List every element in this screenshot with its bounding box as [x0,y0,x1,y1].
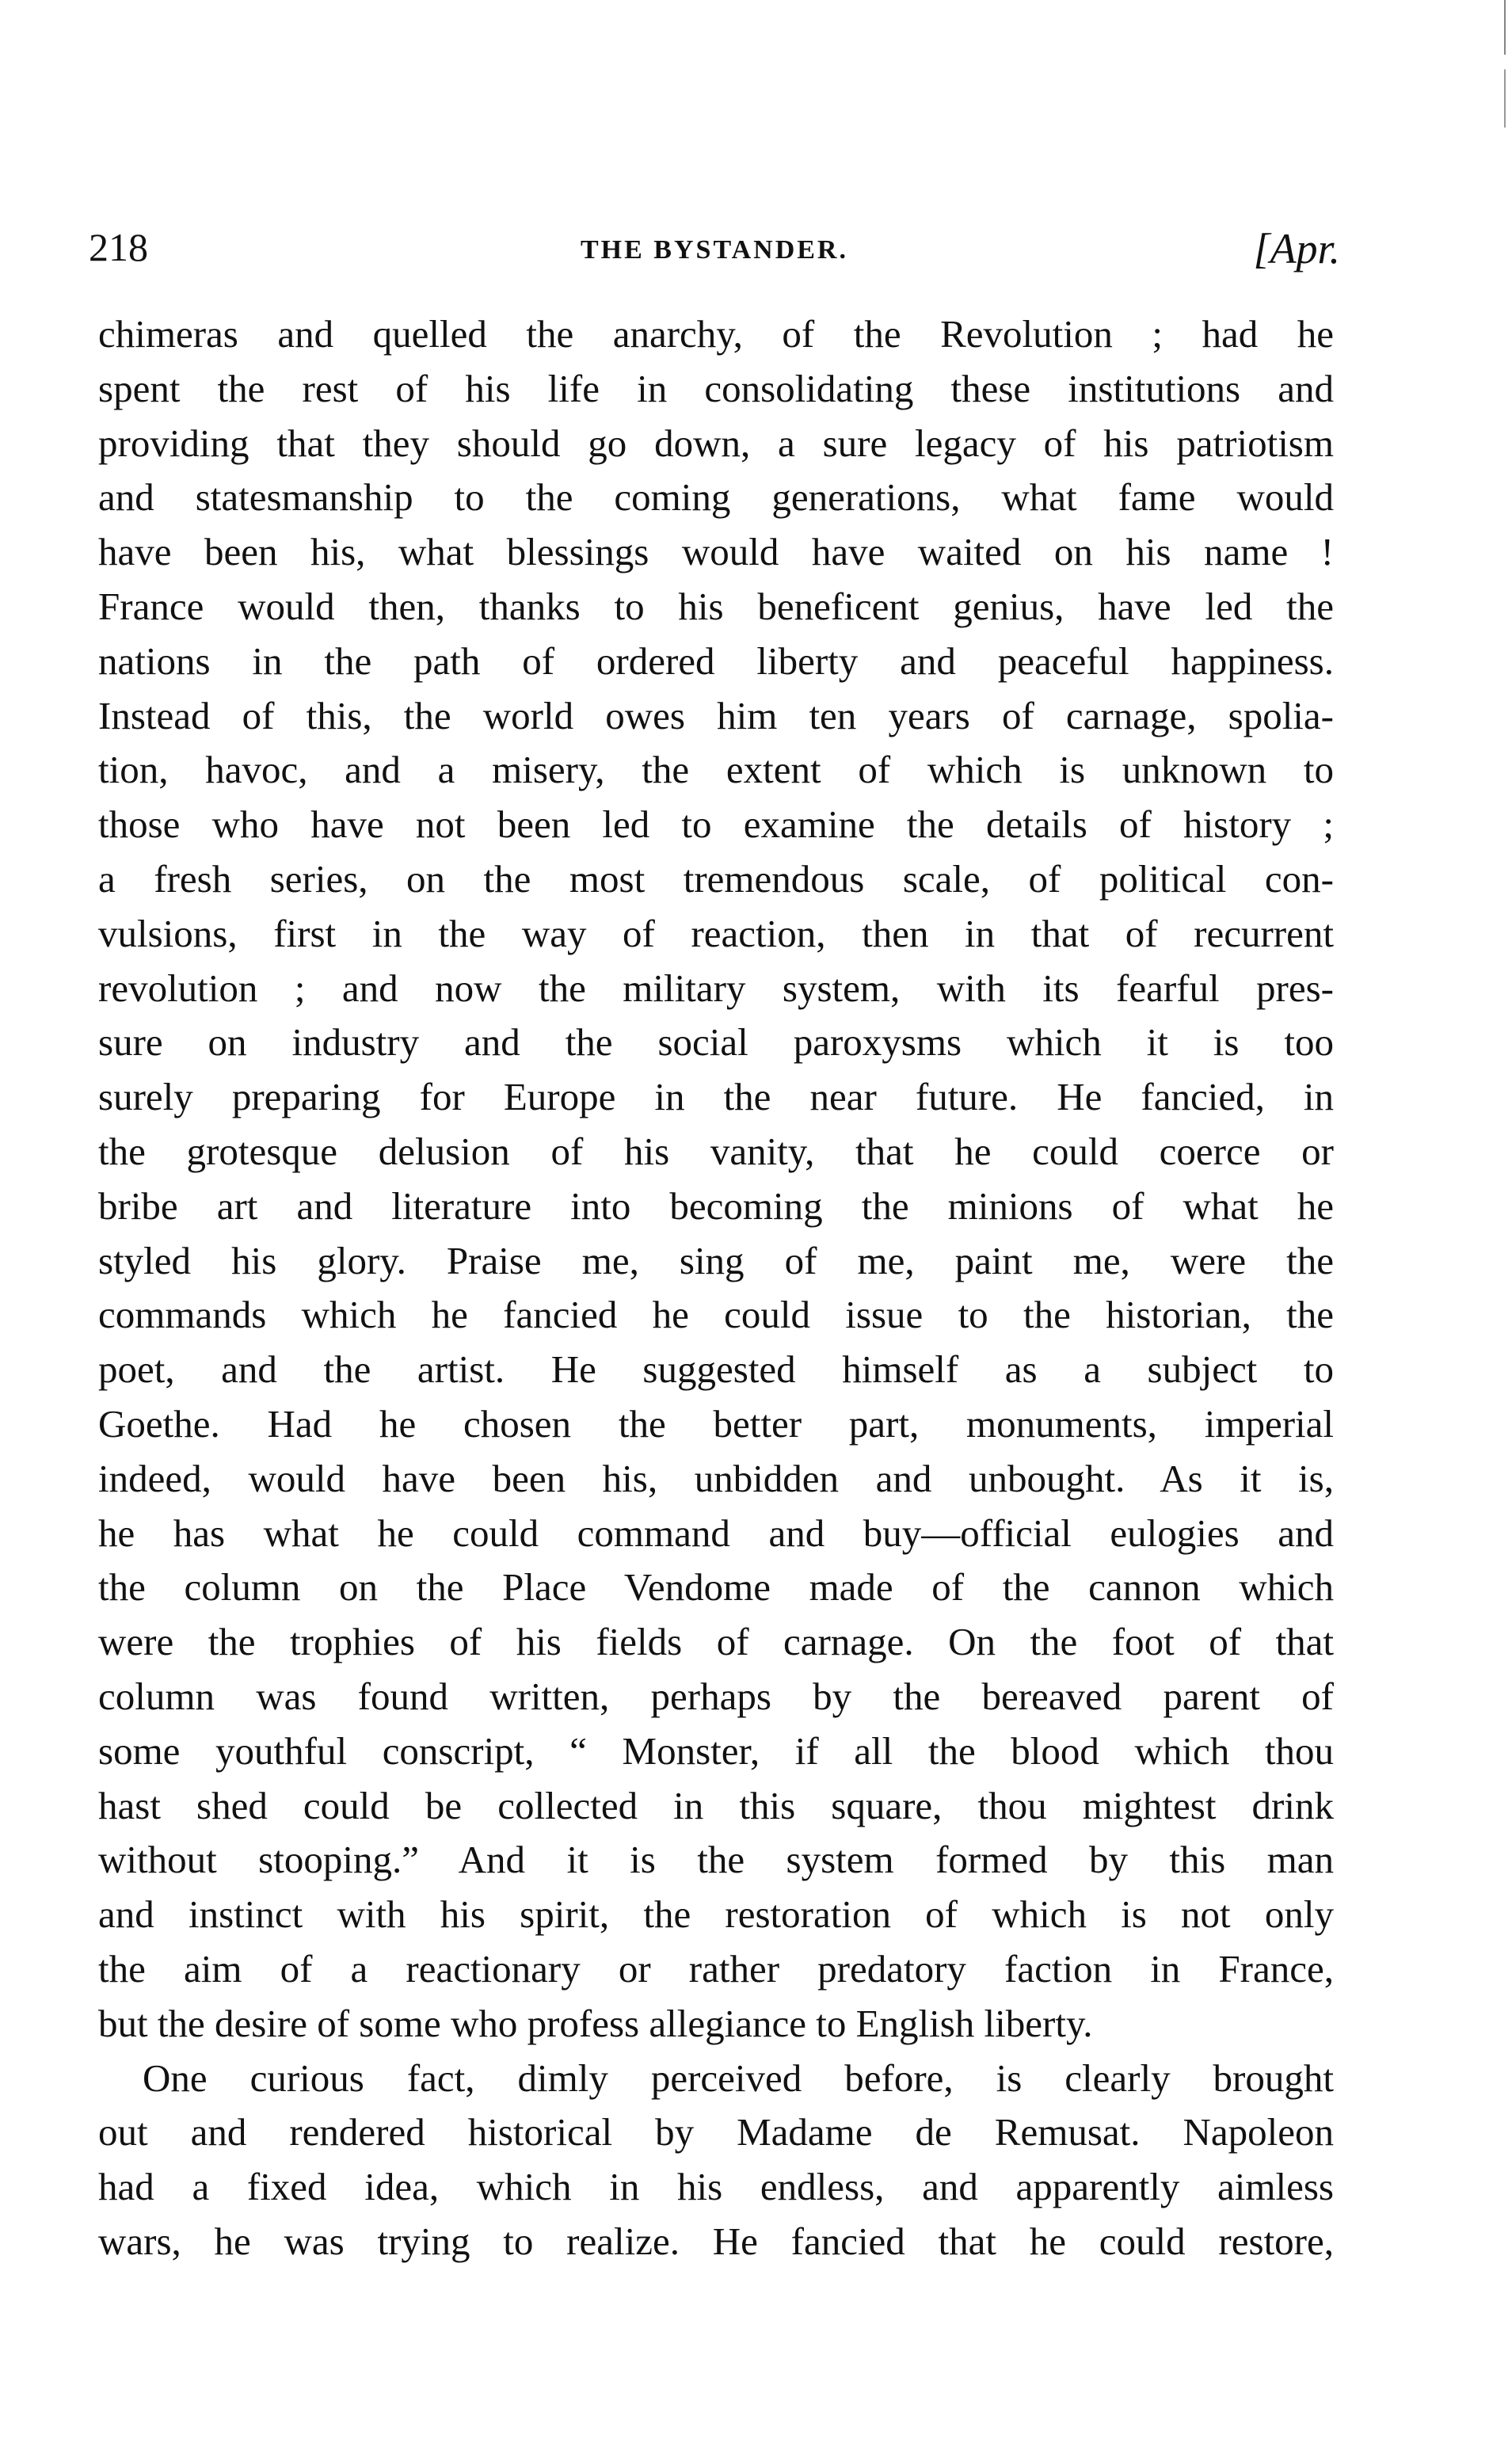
paragraph-start-line: One curious fact, dimly perceived before, is clearly brought [143,2055,1334,2100]
text-line: some youthful conscript, “ Monster, if all the blood which thou [98,1728,1334,1773]
text-line: spent the rest of his life in consolidating these institutions and [98,366,1334,410]
text-line: France would then, thanks to his beneficent genius, have led the [98,584,1334,628]
text-line: bribe art and literature into becoming the minions of what he [98,1183,1334,1228]
text-line: have been his, what blessings would have waited on his name ! [98,530,1334,574]
text-line: tion, havoc, and a misery, the extent of which is unknown to [98,748,1334,792]
text-line: chimeras and quelled the anarchy, of the Revolution ; had he [98,312,1334,356]
text-line: styled his glory. Praise me, sing of me, paint me, were the [98,1238,1334,1282]
text-line: sure on industry and the social paroxysms which it is too [98,1020,1334,1065]
running-title: THE BYSTANDER. [581,235,848,265]
text-line: column was found written, perhaps by the bereaved parent of [98,1674,1334,1718]
text-line: were the trophies of his fields of carnage. On the foot of that [98,1620,1334,1664]
text-line: Instead of this, the world owes him ten years of carnage, spolia- [98,693,1334,737]
text-line: had a fixed idea, which in his endless, and apparently aimless [98,2165,1334,2209]
text-line: the aim of a reactionary or rather predatory faction in France, [98,1946,1334,1991]
text-line: the grotesque delusion of his vanity, that he could coerce or [98,1129,1334,1173]
text-line: he has what he could command and buy—official eulogies and [98,1511,1334,1555]
text-line: revolution ; and now the military system, with its fearful pres- [98,966,1334,1010]
text-line: Goethe. Had he chosen the better part, monuments, imperial [98,1401,1334,1446]
text-line: providing that they should go down, a sure legacy of his patriotism [98,421,1334,465]
text-line: indeed, would have been his, unbidden and unbought. As it is, [98,1456,1334,1500]
text-line: surely preparing for Europe in the near future. He fancied, in [98,1075,1334,1119]
text-line: out and rendered historical by Madame de Remusat. Napoleon [98,2110,1334,2155]
text-line: without stooping.” And it is the system formed by this man [98,1838,1334,1882]
text-line: the column on the Place Vendome made of the cannon which [98,1565,1334,1610]
text-line: nations in the path of ordered liberty and peaceful happiness. [98,638,1334,683]
text-line: hast shed could be collected in this square, thou mightest drink [98,1783,1334,1827]
page-edge-mark [1504,0,1506,182]
text-line: commands which he fancied he could issue to the historian, the [98,1293,1334,1337]
text-line: and statesmanship to the coming generations, what fame would [98,475,1334,520]
text-line: vulsions, first in the way of reaction, then in that of recurrent [98,911,1334,955]
text-line: those who have not been led to examine the details of history ; [98,802,1334,847]
body-text [98,307,1334,2269]
text-line: and instinct with his spirit, the restoration of which is not only [98,1892,1334,1937]
running-head [89,223,1340,287]
text-line: a fresh series, on the most tremendous scale, of political con- [98,856,1334,901]
text-line: poet, and the artist. He suggested himself as a subject to [98,1347,1334,1392]
page-number: 218 [89,225,148,269]
running-date: [Apr. [1253,225,1340,272]
text-line: but the desire of some who profess allegiance to English liberty. [98,2001,1093,2045]
text-line: wars, he was trying to realize. He fancied that he could restore, [98,2219,1334,2263]
